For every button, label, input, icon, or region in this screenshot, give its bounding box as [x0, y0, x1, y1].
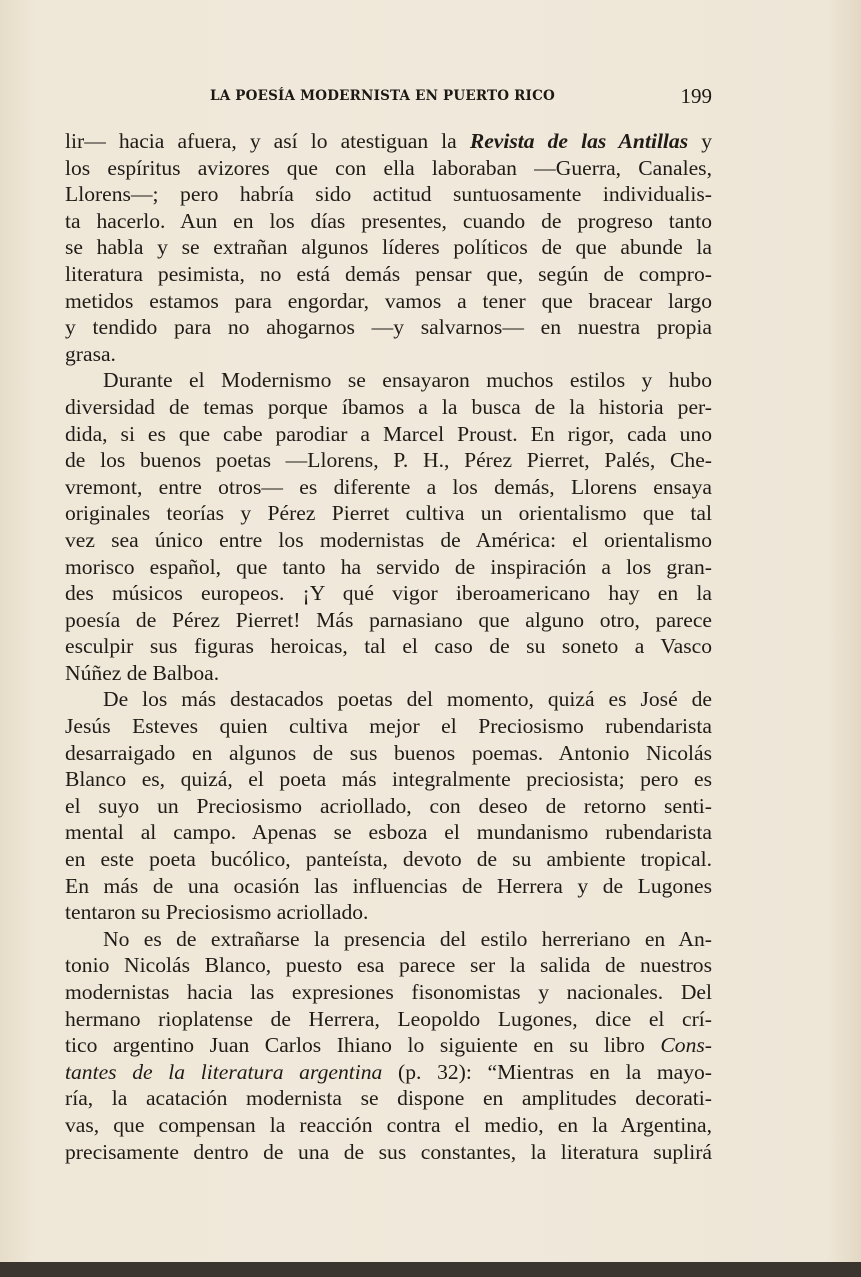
text-line: desarraigado en algunos de sus buenos poemas. Antonio Nicolás [65, 740, 712, 765]
text-line: lir— hacia afuera, y así lo atestiguan la Revista de las Antillas y [65, 129, 712, 153]
body-text [65, 128, 712, 1165]
text-line: en este poeta bucólico, panteísta, devoto de su ambiente tropical. [65, 847, 712, 872]
text-line: precisamente dentro de una de sus constantes, la literatura suplirá [65, 1139, 712, 1164]
text-line: y tendido para no ahogarnos —y salvarnos— en nuestra propia [65, 315, 712, 340]
page-number: 199 [680, 84, 712, 108]
text-line: En más de una ocasión las influencias de Herrera y de Lugones [65, 873, 712, 898]
book-title: tantes de la literatura argentina [65, 1059, 383, 1084]
text-line: metidos estamos para engordar, vamos a tener que bracear largo [65, 288, 712, 313]
text-line: poesía de Pérez Pierret! Más parnasiano que alguno otro, parece [65, 607, 712, 632]
text-line: mental al campo. Apenas se esboza el mundanismo rubendarista [65, 820, 712, 845]
text-line: vas, que compensan la reacción contra el medio, en la Argentina, [65, 1112, 712, 1137]
text-line: se habla y se extrañan algunos líderes políticos de que abunde la [65, 235, 712, 260]
text-line: ría, la acatación modernista se dispone en amplitudes decorati- [65, 1086, 712, 1111]
text-line: vez sea único entre los modernistas de América: el orientalismo [65, 527, 712, 552]
text-line: ta hacerlo. Aun en los días presentes, cuando de progreso tanto [65, 208, 712, 233]
text-line: los espíritus avizores que con ella laboraban —Guerra, Canales, [65, 155, 712, 180]
page-bottom-edge [0, 1262, 861, 1277]
text-line: morisco español, que tanto ha servido de inspiración a los gran- [65, 554, 712, 579]
text-line: tantes de la literatura argentina (p. 32): “Mientras en la mayo- [65, 1059, 712, 1084]
text-line: tonio Nicolás Blanco, puesto esa parece ser la salida de nuestros [65, 953, 712, 978]
journal-title: Revista de las Antillas [469, 129, 689, 153]
text-line: el suyo un Preciosismo acriollado, con deseo de retorno senti- [65, 793, 712, 818]
text-line: modernistas hacia las expresiones fisonomistas y nacionales. Del [65, 980, 712, 1004]
running-head: LA POESÍA MODERNISTA EN PUERTO RICO [210, 88, 555, 104]
text-line: hermano rioplatense de Herrera, Leopoldo Lugones, dice el crí- [65, 1006, 712, 1031]
text-line: tico argentino Juan Carlos Ihiano lo siguiente en su libro Cons- [65, 1033, 712, 1058]
text-line: No es de extrañarse la presencia del estilo herreriano en An- [103, 926, 712, 951]
text-line: des músicos europeos. ¡Y qué vigor iberoamericano hay en la [65, 581, 712, 606]
text-line: Llorens—; pero habría sido actitud suntuosamente individualis- [65, 182, 712, 207]
text-line: diversidad de temas porque íbamos a la busca de la historia per- [65, 394, 712, 419]
page-header [210, 84, 712, 110]
text-line: literatura pesimista, no está demás pensar que, según de compro- [65, 261, 712, 286]
text-line: Núñez de Balboa. [65, 660, 220, 685]
text-line: esculpir sus figuras heroicas, tal el caso de su soneto a Vasco [65, 634, 712, 659]
text-line: grasa. [65, 341, 116, 366]
text-line: De los más destacados poetas del momento, quizá es José de [103, 687, 712, 712]
text-line: Jesús Esteves quien cultiva mejor el Preciosismo rubendarista [65, 714, 712, 739]
text-line: tentaron su Preciosismo acriollado. [65, 900, 369, 925]
text-line: vremont, entre otros— es diferente a los demás, Llorens ensaya [65, 474, 712, 499]
text-line: originales teorías y Pérez Pierret cultiva un orientalismo que tal [65, 501, 712, 526]
text-line: Durante el Modernismo se ensayaron muchos estilos y hubo [103, 368, 712, 393]
text-line: de los buenos poetas —Llorens, P. H., Pérez Pierret, Palés, Che- [65, 448, 712, 473]
text-line: Blanco es, quizá, el poeta más integralmente preciosista; pero es [65, 767, 712, 792]
book-title: Cons- [660, 1033, 712, 1058]
text-line: dida, si es que cabe parodiar a Marcel Proust. En rigor, cada uno [65, 421, 712, 446]
